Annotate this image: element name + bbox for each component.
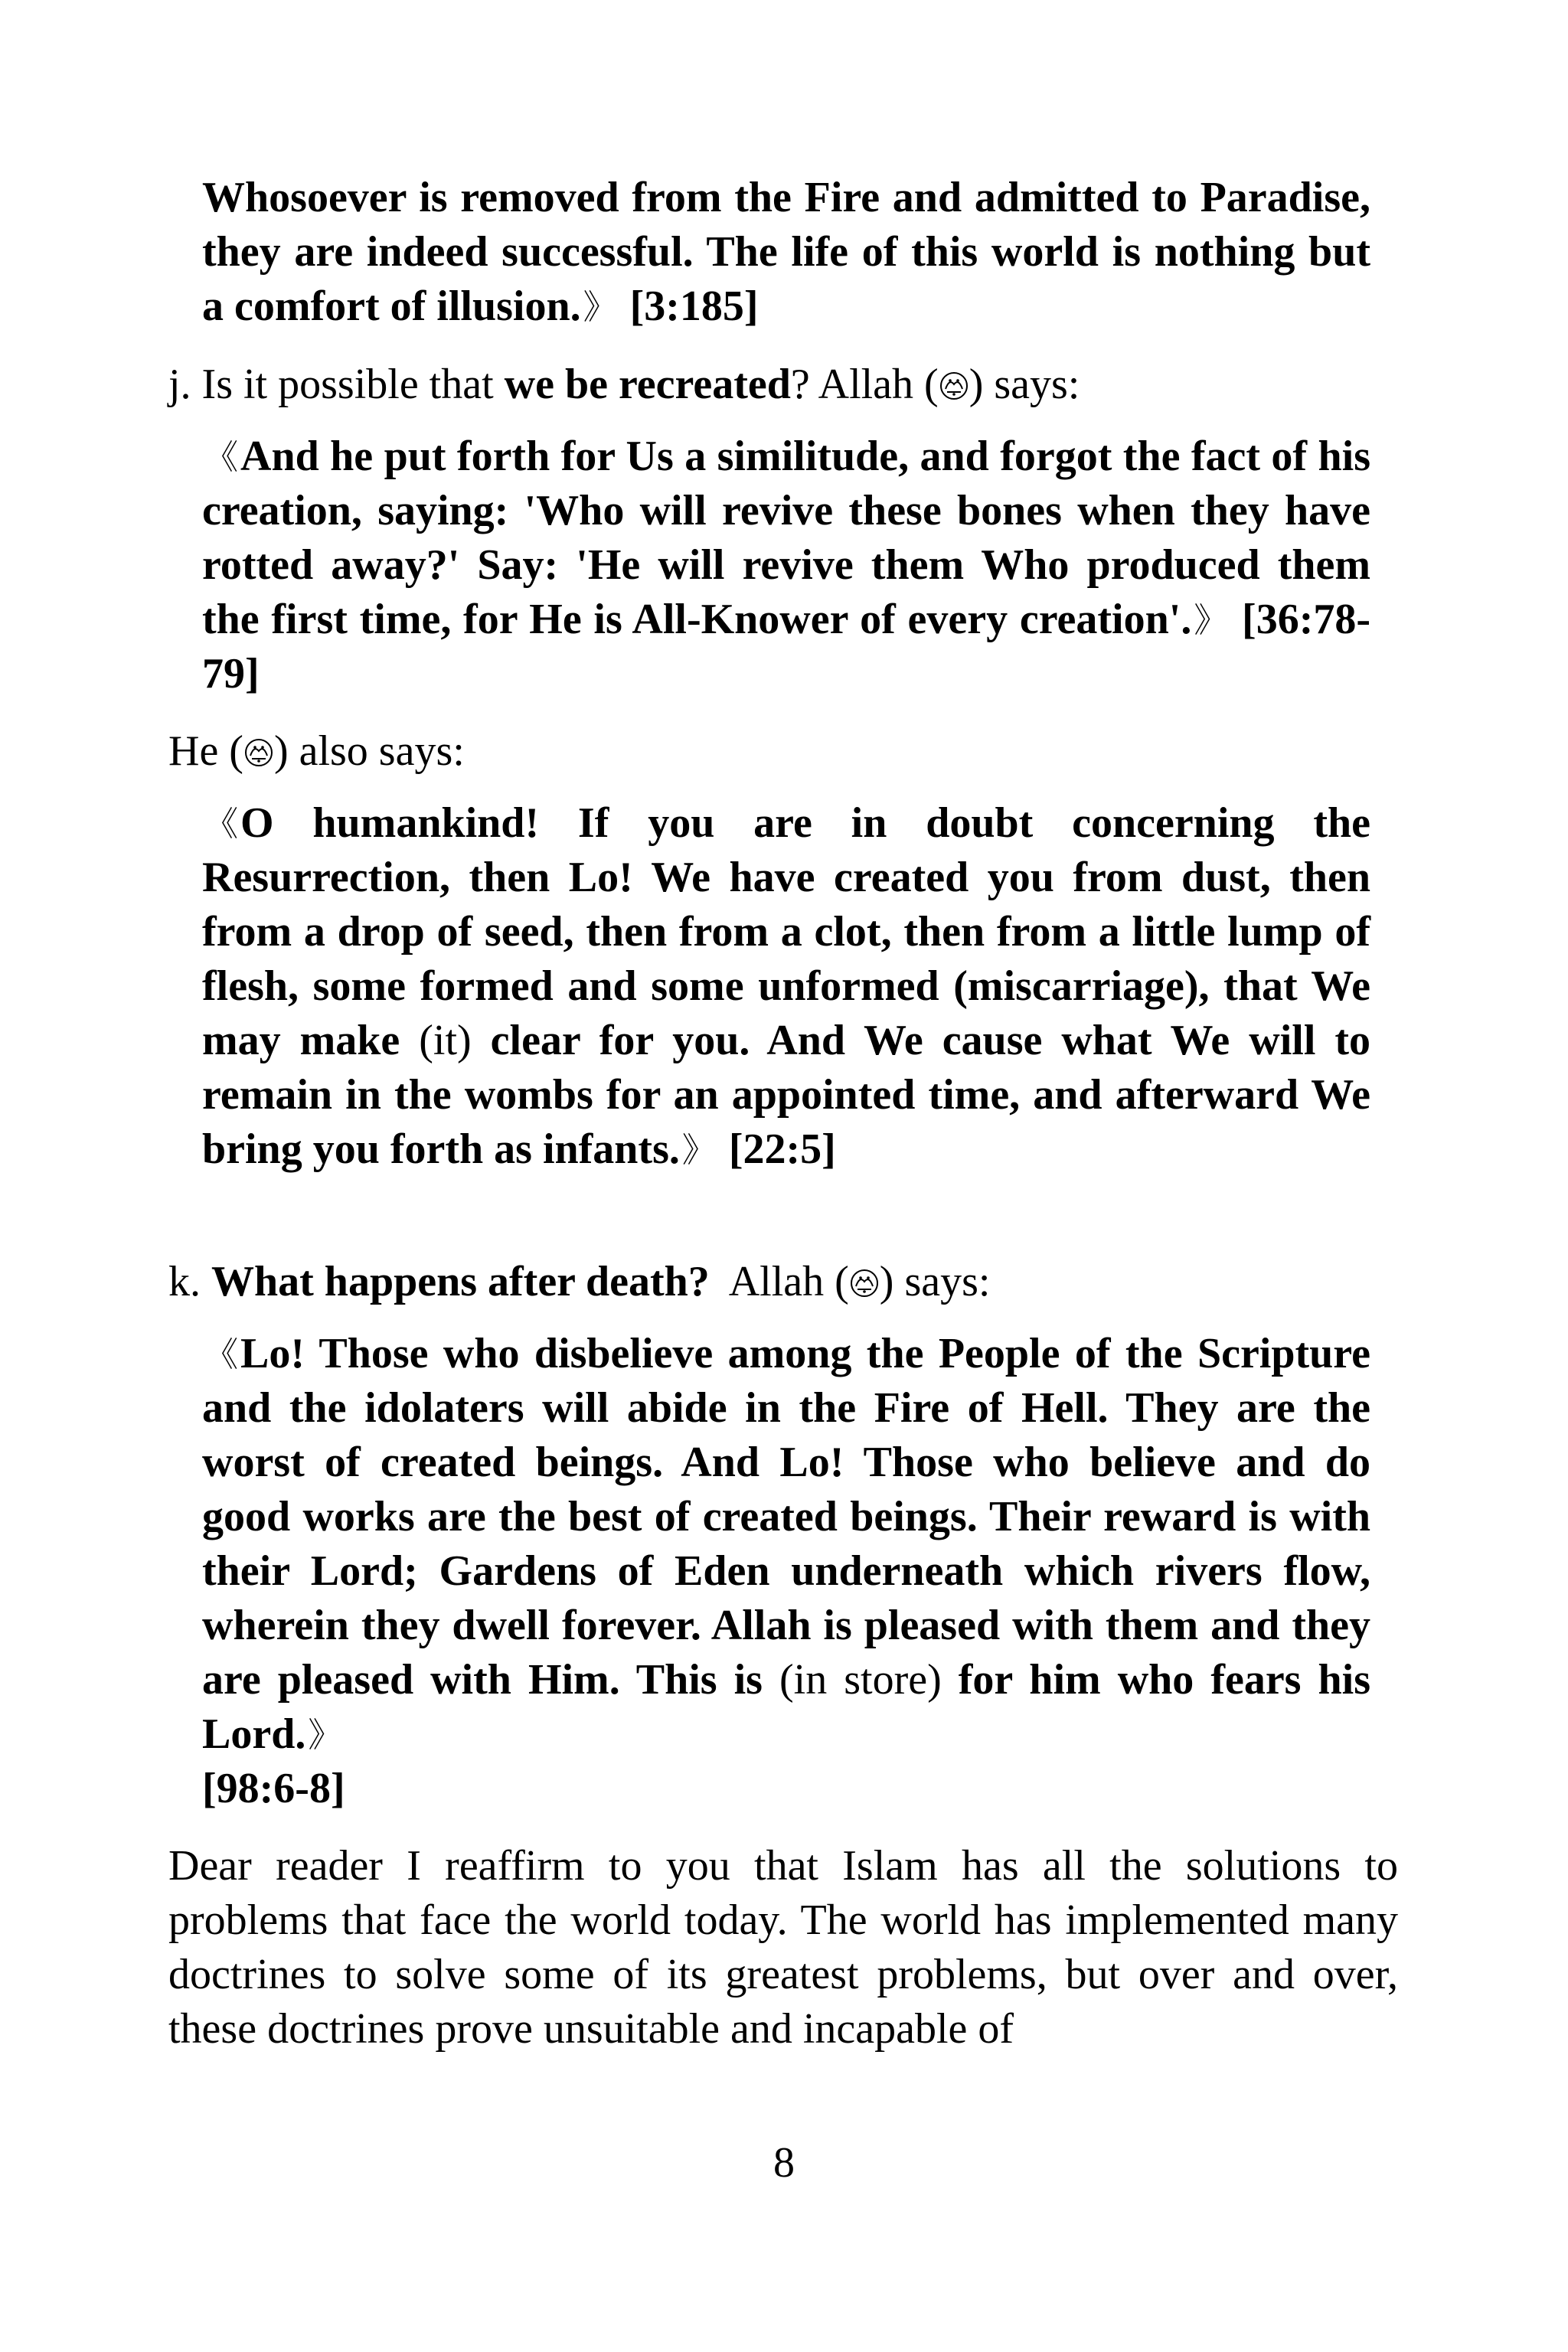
item-j-bold: we be recreated <box>504 361 791 408</box>
he-also-suffix: ) also says: <box>273 727 465 775</box>
honorific-seal-icon <box>849 1268 880 1298</box>
he-also-says-paragraph <box>168 724 1398 779</box>
item-k-mid: Allah ( <box>709 1258 849 1305</box>
item-k-bold: What happens after death? <box>211 1258 710 1305</box>
closing-text: Dear reader I reaffirm to you that Islam has all the solutions to problems that face the world today. The world has implemented many doctrines to solve some of its greatest problems, but over and over, these doctrines prove unsuitable and incapable of <box>168 1842 1398 2053</box>
close-ornament-icon: 》 <box>1194 602 1228 639</box>
quote-block-22-5 <box>202 796 1370 1177</box>
item-j-suffix: ) says: <box>969 361 1080 408</box>
open-ornament-icon: 《 <box>204 805 238 843</box>
open-ornament-icon: 《 <box>204 1336 238 1374</box>
verse-reference: [98:6-8] <box>202 1765 345 1812</box>
honorific-seal-icon <box>939 371 969 401</box>
close-ornament-icon: 》 <box>308 1717 342 1754</box>
quote-block-98-6 <box>202 1327 1370 1816</box>
quote-block-36-78 <box>202 430 1370 701</box>
item-k-suffix: ) says: <box>879 1258 991 1305</box>
item-j-paragraph <box>168 358 1398 412</box>
item-k-prefix: k. <box>168 1258 211 1305</box>
close-ornament-icon: 》 <box>583 289 617 326</box>
quote-plain-insert: (it) <box>419 1017 472 1064</box>
honorific-seal-icon <box>243 737 274 768</box>
quote-text: Whosoever is removed from the Fire and admitted to Paradise, they are indeed successful. The life of this world is nothing but a comfort of illusion. <box>202 174 1370 330</box>
close-ornament-icon: 》 <box>681 1132 716 1169</box>
verse-reference: [22:5] <box>717 1125 836 1173</box>
quote-plain-insert: (in store) <box>779 1656 942 1704</box>
quote-text: for him who fears his Lord. <box>202 1656 1370 1758</box>
closing-paragraph <box>168 1839 1398 2056</box>
verse-reference: [36:78-79] <box>202 596 1371 697</box>
verse-reference: [3:185] <box>619 283 759 330</box>
item-j-mid: ? Allah ( <box>790 361 939 408</box>
quote-text: clear for you. And We cause what We will to remain in the wombs for an appointed time, and afterward We bring you forth as infants. <box>202 1017 1371 1173</box>
item-j-prefix: j. Is it possible that <box>168 361 505 408</box>
quote-text: O humankind! If you are in doubt concerning the Resurrection, then Lo! We have created you from dust, then from a drop of seed, then from a clot, then from a little lump of flesh, some formed and some unformed (miscarriage), that We may make <box>202 799 1370 1064</box>
open-ornament-icon: 《 <box>204 439 238 476</box>
quote-text: Lo! Those who disbelieve among the People of the Scripture and the idolaters will abide in the Fire of Hell. They are the worst of created beings. And Lo! Those who believe and do good works are the best of created beings. Their reward is with their Lord; Gardens of Eden underneath which rivers flow, wherein they dwell forever. Allah is pleased with them and they are pleased with Him. This is <box>202 1330 1370 1704</box>
item-k-paragraph <box>168 1255 1398 1309</box>
quote-block-3-185 <box>202 171 1370 334</box>
quote-text: And he put forth for Us a similitude, and forgot the fact of his creation, saying: 'Who will revive these bones when they have rotted away?' Say: 'He will revive them Who produced them the first time, for He is All-Knower of every creation'. <box>202 433 1370 643</box>
he-also-prefix: He ( <box>168 727 243 775</box>
page-number: 8 <box>773 2139 795 2187</box>
